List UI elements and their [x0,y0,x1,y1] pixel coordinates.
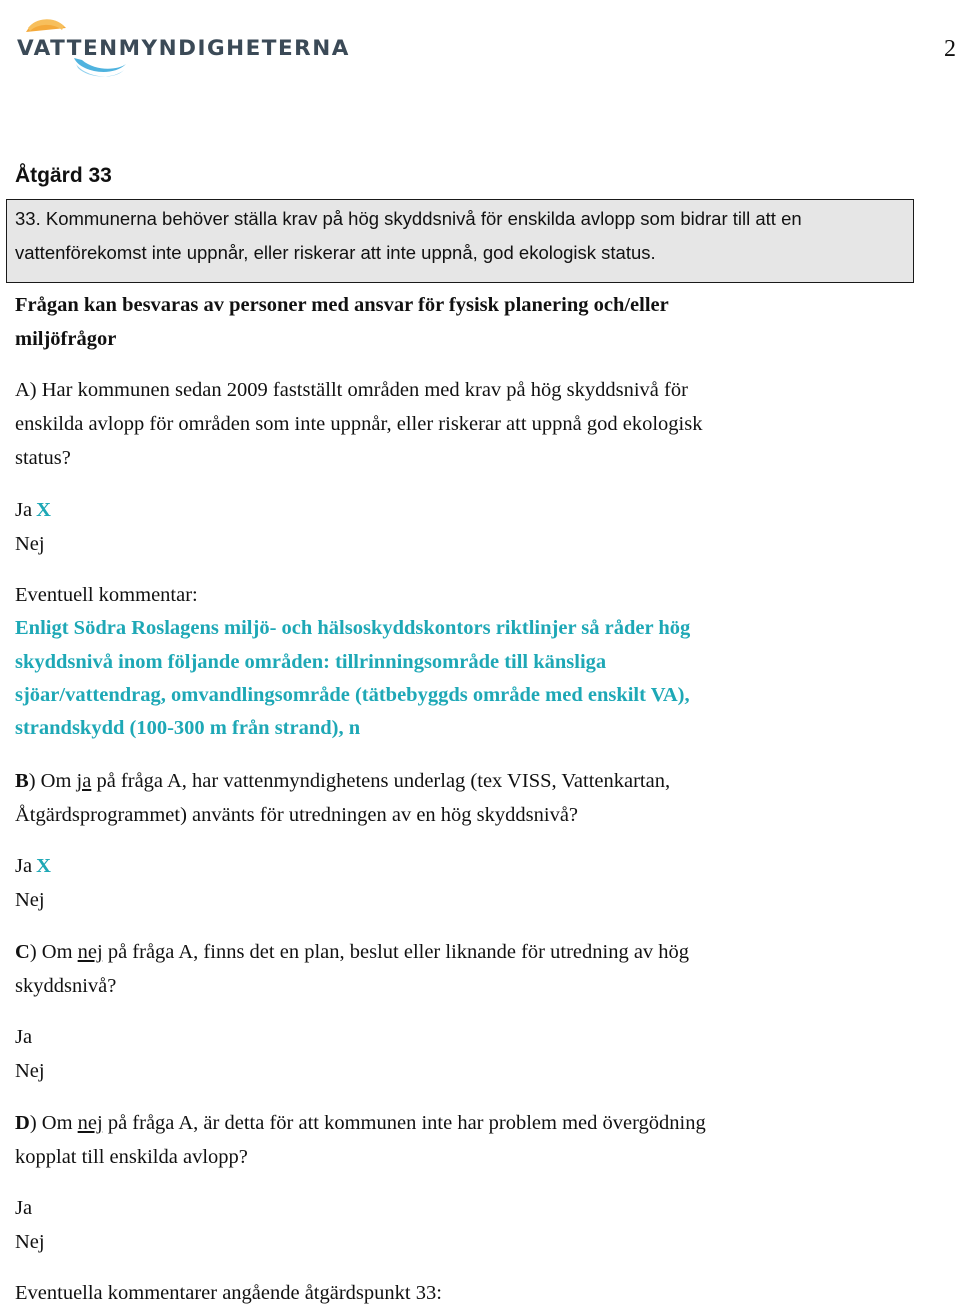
question-c-letter: C [15,941,30,963]
responsible-line-2: miljöfrågor [15,328,117,350]
question-c-yes-option[interactable]: Ja [15,1026,33,1048]
action-line-1: 33. Kommunerna behöver ställa krav på hög skyddsnivå för enskilda avlopp som bidrar till att en [15,208,802,229]
question-b-underlined: ja [76,770,92,792]
selected-mark: X [36,499,51,521]
question-c-underlined: nej [77,941,103,963]
responsible-line-1: Frågan kan besvaras av personer med ansvar för fysisk planering och/eller [15,294,669,316]
question-a-comment-line-1: Enligt Södra Roslagens miljö- och hälsoskyddskontors riktlinjer så råder hög [15,617,691,639]
question-d-line-2: kopplat till enskilda avlopp? [15,1146,248,1168]
question-d-pre: ) Om [29,1112,78,1134]
question-d-yes-option[interactable]: Ja [15,1197,33,1219]
action-line-2: vattenförekomst inte uppnår, eller riskerar att inte uppnå, god ekologisk status. [15,242,656,263]
question-b-post: på fråga A, har vattenmyndighetens underlag (tex VISS, Vattenkartan, [91,770,671,792]
question-a-comment-line-2: skyddsnivå inom följande områden: tillrinningsområde till känsliga [15,651,607,673]
question-b-pre: ) Om [28,770,77,792]
question-d-letter: D [15,1112,30,1134]
question-a-comment-line-4: strandskydd (100-300 m från strand), n [15,717,361,739]
question-c-post: på fråga A, finns det en plan, beslut eller liknande för utredning av hög [102,941,690,963]
yes-label: Ja [15,499,33,521]
question-c-pre: ) Om [29,941,78,963]
question-c-line-1 [15,935,689,969]
question-b-no-option[interactable]: Nej [15,889,45,911]
question-a-no-option[interactable]: Nej [15,533,45,555]
selected-mark: X [36,855,51,877]
question-a-line-2: enskilda avlopp för områden som inte uppnår, eller riskerar att uppnå god ekologisk [15,413,703,435]
question-c-line-2: skyddsnivå? [15,975,117,997]
question-c-no-option[interactable]: Nej [15,1060,45,1082]
question-b-letter: B [15,770,29,792]
question-d-post: på fråga A, är detta för att kommunen inte har problem med övergödning [102,1112,706,1134]
section-heading: Åtgärd 33 [15,164,112,187]
question-b-line-1 [15,764,670,798]
logo-text: VATTENMYNDIGHETERNA [17,36,350,61]
question-b-yes-option[interactable] [15,849,51,883]
question-a-line-3: status? [15,447,71,469]
yes-label: Ja [15,855,33,877]
footer-comment-label: Eventuella kommentarer angående åtgärdspunkt 33: [15,1282,442,1304]
question-b-line-2: Åtgärdsprogrammet) använts för utredningen av en hög skyddsnivå? [15,804,579,826]
vattenmyndigheterna-logo [14,6,350,82]
question-d-underlined: nej [77,1112,103,1134]
page-number: 2 [944,36,956,62]
question-a-yes-option[interactable] [15,493,51,527]
question-a-comment-line-3: sjöar/vattendrag, omvandlingsområde (tätbebyggds område med enskilt VA), [15,684,690,706]
question-a-comment-label: Eventuell kommentar: [15,584,198,606]
question-d-no-option[interactable]: Nej [15,1231,45,1253]
question-a-line-1: A) Har kommunen sedan 2009 fastställt områden med krav på hög skyddsnivå för [15,379,688,401]
question-d-line-1 [15,1106,706,1140]
